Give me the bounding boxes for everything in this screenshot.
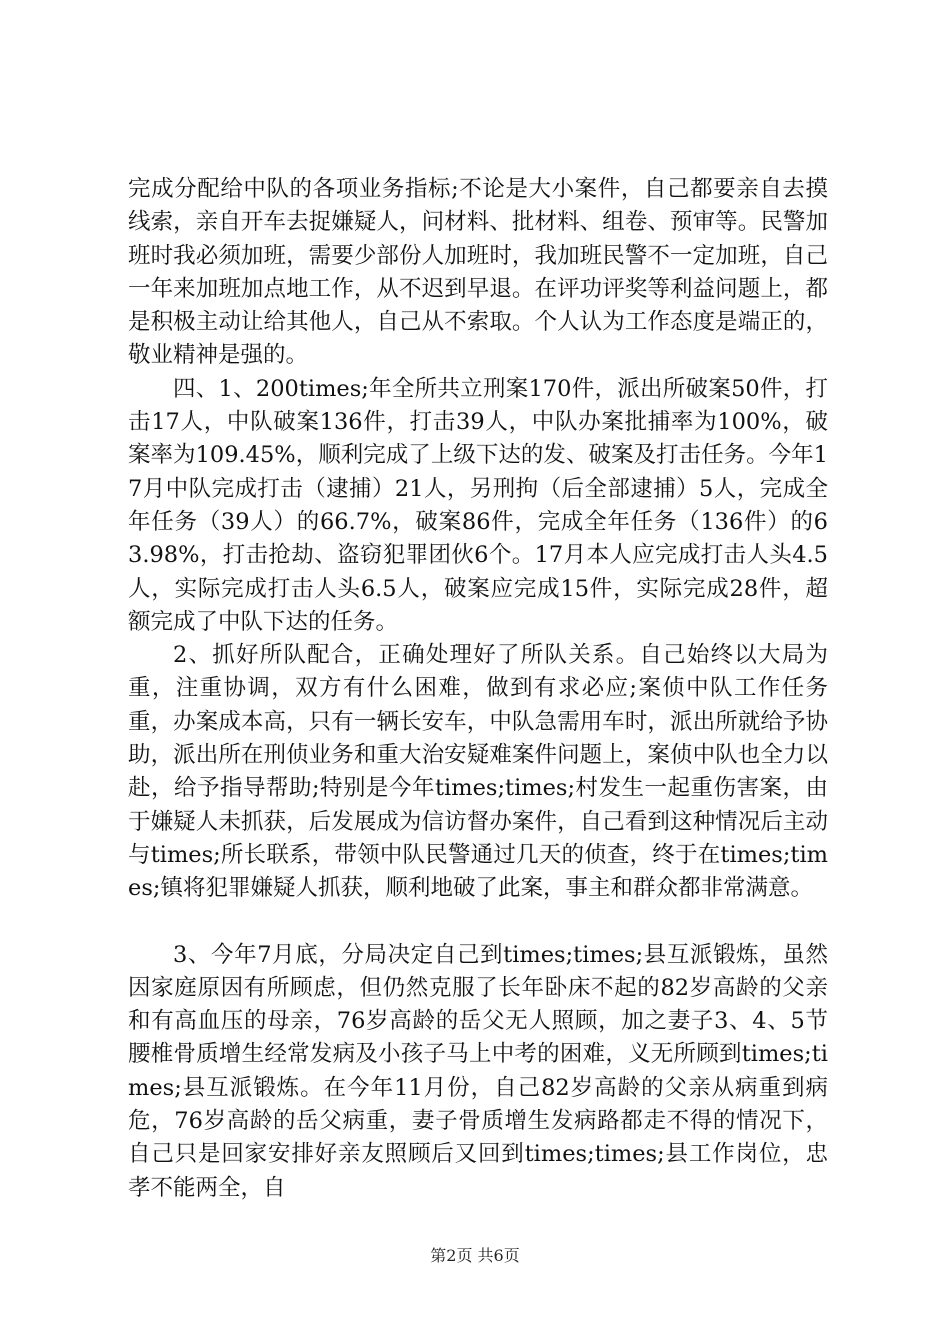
paragraph-gap — [128, 906, 828, 939]
paragraph-item-three: 3、今年7月底，分局决定自己到times;times;县互派锻炼，虽然因家庭原因有所顾虑，但仍然克服了长年卧床不起的82岁高龄的父亲和有高血压的母亲，76岁高龄的岳父无人照顾，加之妻子3、4、5节腰椎骨质增生经常发病及小孩子马上中考的困难，义无所顾到times;times;县互派锻炼。在今年11月份，自己82岁高龄的父亲从病重到病危，76岁高龄的岳父病重，妻子骨质增生发病路都走不得的情况下，自己只是回家安排好亲友照顾后又回到times;times;县工作岗位，忠孝不能两全，自 — [128, 941, 828, 1201]
paragraph-section-four: 四、1、200times;年全所共立刑案170件，派出所破案50件，打击17人，中队破案136件，打击39人，中队办案批捕率为100%，破案率为109.45%，顺利完成了上级下达的发、破案及打击任务。今年17月中队完成打击（逮捕）21人，另刑拘（后全部逮捕）5人，完成全年任务（39人）的66.7%，破案86件，完成全年任务（136件）的63.98%，打击抢劫、盗窃犯罪团伙6个。17月本人应完成打击人头4.5人，实际完成打击人头6.5人，破案应完成15件，实际完成28件，超额完成了中队下达的任务。 — [128, 375, 828, 635]
page-footer: 第2页 共6页 — [430, 1246, 520, 1265]
paragraph-continuation: 完成分配给中队的各项业务指标;不论是大小案件，自己都要亲自去摸线索，亲自开车去捉嫌疑人，问材料、批材料、组卷、预审等。民警加班时我必须加班，需要少部份人加班时，我加班民警不一定加班，自己一年来加班加点地工作，从不迟到早退。在评功评奖等利益问题上，都是积极主动让给其他人，自己从不索取。个人认为工作态度是端正的，敬业精神是强的。 — [128, 176, 828, 369]
body-text — [128, 173, 828, 1205]
paragraph-item-two: 2、抓好所队配合，正确处理好了所队关系。自己始终以大局为重，注重协调，双方有什么困难，做到有求必应;案侦中队工作任务重，办案成本高，只有一辆长安车，中队急需用车时，派出所就给予协助，派出所在刑侦业务和重大治安疑难案件问题上，案侦中队也全力以赴，给予指导帮助;特别是今年times;times;村发生一起重伤害案，由于嫌疑人未抓获，后发展成为信访督办案件，自己看到这种情况后主动与times;所长联系，带领中队民警通过几天的侦查，终于在times;times;镇将犯罪嫌疑人抓获，顺利地破了此案，事主和群众都非常满意。 — [128, 642, 828, 902]
